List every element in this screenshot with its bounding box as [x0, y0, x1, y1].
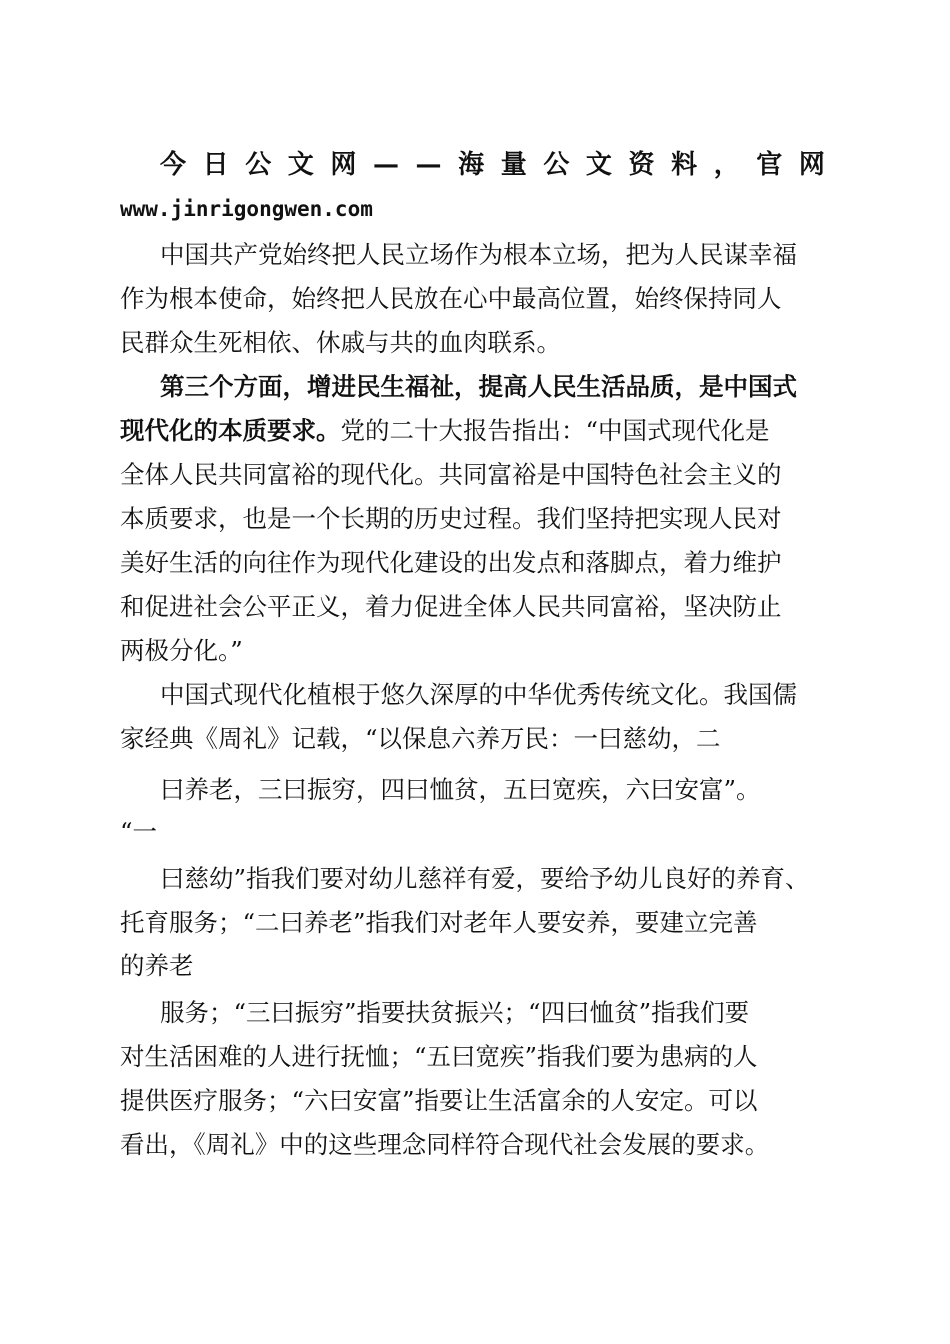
header-char: 网 — [330, 150, 357, 180]
paragraph-line: 服务；“三曰振穷”指要扶贫振兴；“四曰恤贫”指我们要 — [160, 998, 750, 1027]
paragraph-line: 民群众生死相依、休戚与共的血肉联系。 — [120, 328, 561, 357]
header-title — [160, 143, 825, 187]
paragraph-line: 作为根本使命，始终把人民放在心中最高位置，始终保持同人 — [120, 284, 782, 313]
quote-start: 党的二十大报告指出：“中国式现代化是 — [340, 416, 770, 445]
paragraph-line: 的养老 — [120, 951, 194, 980]
paragraph-line: 看出，《周礼》中的这些理念同样符合现代社会发展的要求。 — [120, 1130, 770, 1159]
paragraph-line: 中国共产党始终把人民立场作为根本立场，把为人民谋幸福 — [160, 240, 797, 269]
header-char: — — [372, 150, 399, 180]
header-char: 公 — [543, 150, 570, 180]
paragraph-line — [120, 409, 820, 453]
paragraph-line: 中国式现代化植根于悠久深厚的中华优秀传统文化。我国儒 — [160, 680, 797, 709]
website-url: www.jinrigongwen.com — [120, 197, 373, 221]
paragraph-line: 曰养老，三曰振穷，四曰恤贫，五曰宽疾，六曰安富”。 — [160, 775, 761, 804]
header-char: ， — [713, 150, 740, 180]
header-char: 今 — [160, 150, 187, 180]
paragraph-line: 对生活困难的人进行抚恤；“五曰宽疾”指我们要为患病的人 — [120, 1042, 758, 1071]
header-char: 官 — [756, 150, 783, 180]
header-char: 网 — [798, 150, 825, 180]
paragraph-line: “一 — [120, 817, 158, 846]
header-char: 日 — [202, 150, 229, 180]
paragraph-line: 提供医疗服务；“六曰安富”指要让生活富余的人安定。可以 — [120, 1086, 758, 1115]
paragraph-line: 第三个方面，增进民生福祉，提高人民生活品质，是中国式 — [160, 372, 797, 401]
paragraph-line: 曰慈幼”指我们要对幼儿慈祥有爱，要给予幼儿良好的养育、 — [160, 864, 810, 893]
paragraph-line: 家经典《周礼》记载，“以保息六养万民：一曰慈幼，二 — [120, 724, 721, 753]
header-char: 资 — [628, 150, 655, 180]
paragraph-line: 托育服务；“二曰养老”指我们对老年人要安养，要建立完善 — [120, 908, 758, 937]
header-char: 海 — [458, 150, 485, 180]
paragraph-line: 美好生活的向往作为现代化建设的出发点和落脚点，着力维护 — [120, 548, 782, 577]
header-char: — — [415, 150, 442, 180]
header-char: 公 — [245, 150, 272, 180]
paragraph-line: 本质要求，也是一个长期的历史过程。我们坚持把实现人民对 — [120, 504, 782, 533]
paragraph-line: 两极分化。” — [120, 636, 243, 665]
header-char: 文 — [287, 150, 314, 180]
header-char: 文 — [585, 150, 612, 180]
header-char: 料 — [671, 150, 698, 180]
header-char: 量 — [500, 150, 527, 180]
bold-phrase: 现代化的本质要求。 — [120, 416, 341, 445]
paragraph-line: 全体人民共同富裕的现代化。共同富裕是中国特色社会主义的 — [120, 460, 782, 489]
paragraph-line: 和促进社会公平正义，着力促进全体人民共同富裕，坚决防止 — [120, 592, 782, 621]
